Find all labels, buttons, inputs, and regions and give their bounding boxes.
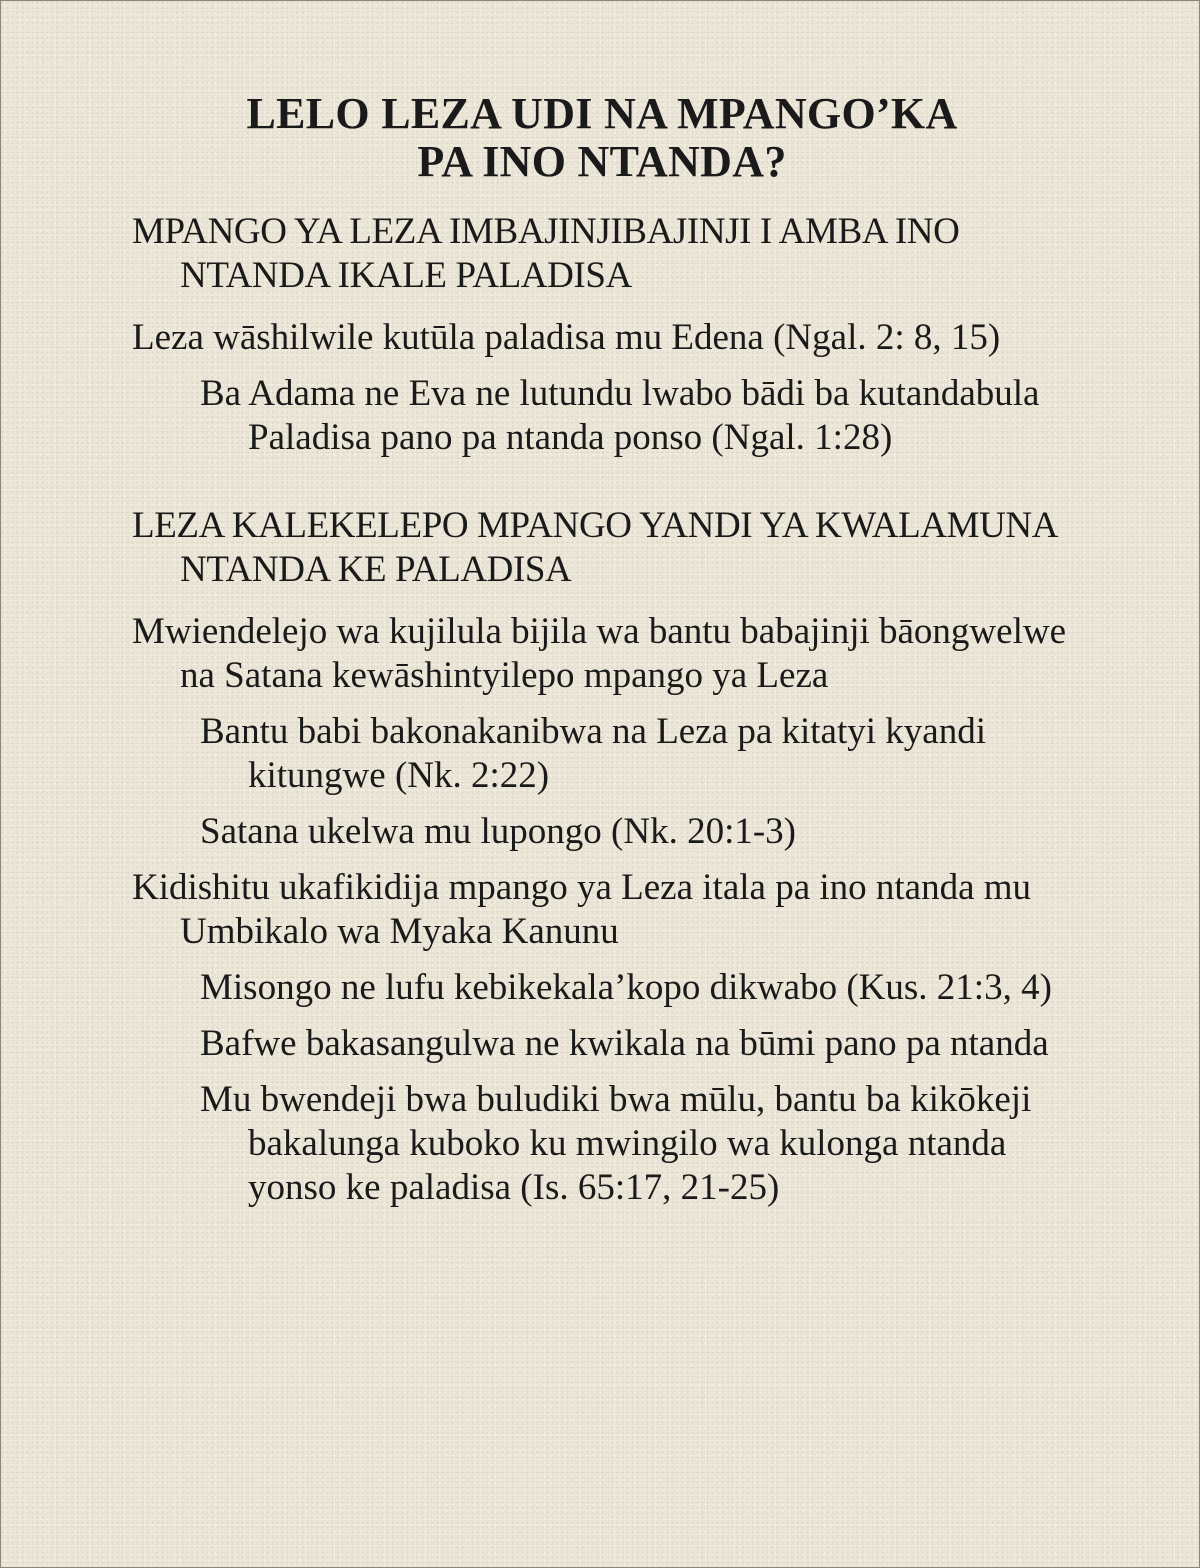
section-heading: MPANGO YA LEZA IMBAJINJIBAJINJI I AMBA INO NTANDA IKALE PALADISA [132,211,960,296]
section-2 [132,504,1072,1210]
outline-subpoint: Bafwe bakasangulwa ne kwikala na būmi pano pa ntanda [200,1023,1049,1064]
outline-subpoint: Ba Adama ne Eva ne lutundu lwabo bādi ba kutandabula Paladisa pano pa ntanda ponso (Ngal. 1:28) [200,373,1040,458]
outline-subpoint: Misongo ne lufu kebikekala’kopo dikwabo (Kus. 21:3, 4) [200,967,1052,1008]
outline-content [132,90,1072,1222]
outline-point: Mwiendelejo wa kujilula bijila wa bantu babajinji bāongwelwe na Satana kewāshintyilepo mpango ya Leza [132,611,1066,696]
outline-subpoint: Satana ukelwa mu lupongo (Nk. 20:1-3) [200,811,796,852]
outline-point: Kidishitu ukafikidija mpango ya Leza itala pa ino ntanda mu Umbikalo wa Myaka Kanunu [132,867,1032,952]
outline-subpoint: Mu bwendeji bwa buludiki bwa mūlu, bantu ba kikōkeji bakalunga kuboko ku mwingilo wa kulonga ntanda yonso ke paladisa (Is. 65:17, 21-25) [200,1079,1032,1208]
section-heading: LEZA KALEKELEPO MPANGO YANDI YA KWALAMUNA NTANDA KE PALADISA [132,505,1057,590]
page-title-line-2: PA INO NTANDA? [417,137,787,186]
outline-point: Leza wāshilwile kutūla paladisa mu Edena (Ngal. 2: 8, 15) [132,317,1001,358]
outline-subpoint: Bantu babi bakonakanibwa na Leza pa kitatyi kyandi kitungwe (Nk. 2:22) [200,711,986,796]
page-title [132,90,1072,186]
section-1 [132,210,1072,460]
page-title-line-1: LELO LEZA UDI NA MPANGO’KA [246,89,958,138]
